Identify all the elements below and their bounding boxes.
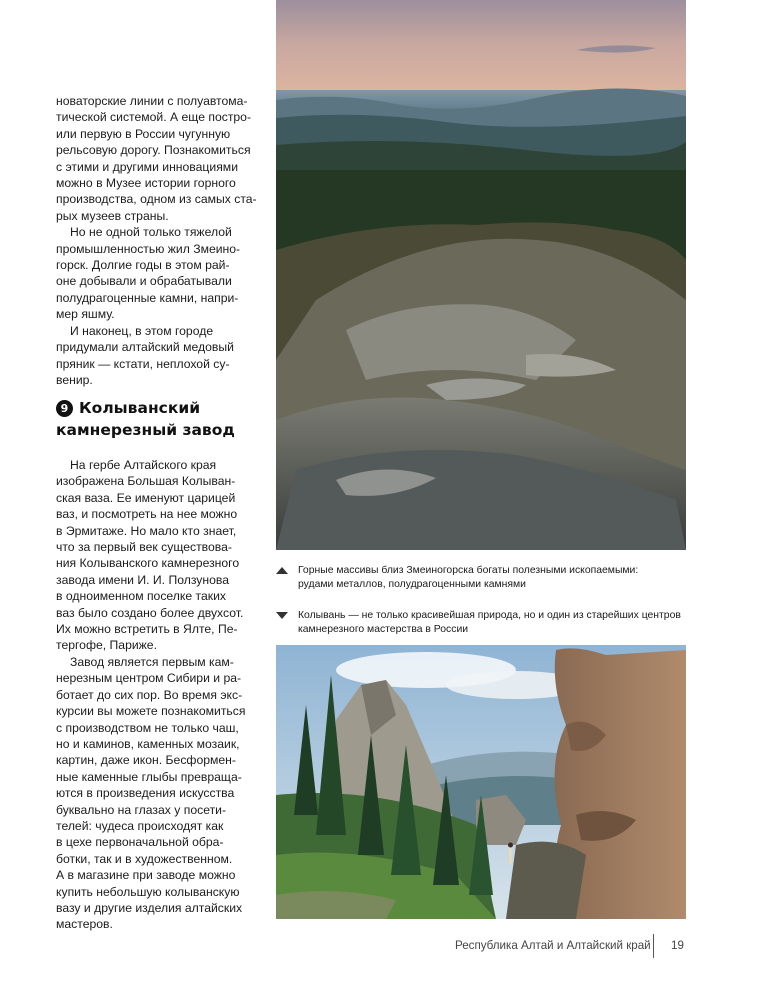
article-part-1-line: производства, одном из самых ста-: [56, 192, 257, 207]
article-part-2-line: ваз было создано более двухсот.: [56, 605, 244, 620]
article-column-part-2: [56, 457, 256, 933]
article-part-1-line: можно в Музее истории горного: [56, 176, 236, 191]
caption-bottom: [276, 609, 696, 637]
caption-top-line-1: Горные массивы близ Змеиногорска богаты полезными ископаемыми:: [298, 565, 639, 576]
article-part-2-line: телей: чудеса происходят как: [56, 818, 224, 833]
article-part-2-line: нерезным центром Сибири и ра-: [56, 671, 242, 686]
mountain-landscape-illustration: [276, 0, 686, 550]
article-part-2-line: А в магазине при заводе можно: [56, 868, 236, 883]
article-part-1-line: или первую в России чугунную: [56, 126, 231, 141]
mountain-landscape-photo: [276, 0, 686, 550]
kolyvan-rocks-photo: [276, 645, 686, 919]
article-part-2-line: но и каминов, каменных мозаик,: [56, 736, 240, 751]
article-part-2-line: картин, даже икон. Бесформен-: [56, 753, 236, 768]
article-part-2-line: вазу и другие изделия алтайских: [56, 900, 243, 915]
article-part-1-line: рых музеев страны.: [56, 208, 169, 223]
article-part-1-line: И наконец, в этом городе: [70, 323, 214, 338]
article-part-2-line: купить небольшую колыванскую: [56, 884, 240, 899]
photo-credit-mark: [678, 540, 680, 546]
section-number-badge: 9: [56, 400, 73, 417]
article-part-2-line: Завод является первым кам-: [70, 654, 234, 669]
article-part-2-line: с производством не только чаш,: [56, 720, 239, 735]
article-part-1-line: горск. Долгие годы в этом рай-: [56, 258, 230, 273]
article-part-2-line: мастеров.: [56, 917, 113, 932]
article-part-2-line: ваз, и посмотреть на нее можно: [56, 507, 238, 522]
article-part-1-line: рельсовую дорогу. Познакомиться: [56, 143, 251, 158]
triangle-down-icon: [276, 612, 288, 619]
article-part-2-line: буквально на глазах у посети-: [56, 802, 227, 817]
caption-top-line-2: рудами металлов, полудрагоценными камнями: [298, 579, 526, 590]
caption-bottom-line-1: Колывань — не только красивейшая природа, но и один из старейших центров: [298, 610, 681, 621]
article-part-1-line: тической системой. А еще постро-: [56, 110, 252, 125]
footer-book-title: Республика Алтай и Алтайский край: [455, 939, 651, 952]
section-title-line-2: камнерезный завод: [56, 421, 235, 439]
article-part-2-line: в одноименном поселке таких: [56, 589, 227, 604]
article-part-2-line: в цехе первоначальной обра-: [56, 835, 224, 850]
article-part-2-line: ская ваза. Ее именуют царицей: [56, 490, 236, 505]
article-part-1-line: пряник — кстати, неплохой су-: [56, 356, 230, 371]
article-part-2-line: в Эрмитаже. Но мало кто знает,: [56, 523, 237, 538]
page-number: 19: [671, 939, 684, 952]
footer-divider: [653, 934, 654, 958]
article-part-1-line: полудрагоценные камни, напри-: [56, 290, 239, 305]
article-column-part-1: [56, 93, 256, 388]
article-part-2-line: ботает до сих пор. Во время экс-: [56, 687, 243, 702]
article-part-1-line: придумали алтайский медовый: [56, 340, 234, 355]
article-part-1-line: оне добывали и обрабатывали: [56, 274, 232, 289]
article-part-2-line: ботки, так и в художественном.: [56, 851, 233, 866]
article-part-1-line: мер яшму.: [56, 307, 115, 322]
article-part-2-line: ния Колыванского камнерезного: [56, 556, 240, 571]
article-part-1-line: венир.: [56, 372, 93, 387]
section-heading: [56, 397, 266, 441]
article-part-2-line: завода имени И. И. Ползунова: [56, 572, 229, 587]
article-part-1-line: новаторские линии с полуавтома-: [56, 94, 248, 108]
article-part-2-line: ются в произведения искусства: [56, 786, 235, 801]
article-part-1-line: промышленностью жил Змеино-: [56, 241, 241, 256]
article-part-2-line: ные каменные глыбы превраща-: [56, 769, 242, 784]
caption-bottom-line-2: камнерезного мастерства в России: [298, 624, 469, 635]
triangle-up-icon: [276, 567, 288, 574]
article-part-2-line: тергофе, Париже.: [56, 638, 157, 653]
article-part-2-line: изображена Большая Колыван-: [56, 474, 236, 489]
article-part-2-line: На гербе Алтайского края: [70, 458, 217, 472]
section-title-line-1: Колыванский: [79, 399, 201, 417]
article-part-2-line: Их можно встретить в Ялте, Пе-: [56, 622, 238, 637]
article-part-2-line: что за первый век существова-: [56, 540, 232, 555]
caption-top: [276, 564, 696, 592]
article-part-2-line: курсии вы можете познакомиться: [56, 704, 246, 719]
kolyvan-rocks-illustration: [276, 645, 686, 919]
article-part-1-line: Но не одной только тяжелой: [70, 225, 232, 240]
article-part-1-line: с этими и другими инновациями: [56, 159, 238, 174]
